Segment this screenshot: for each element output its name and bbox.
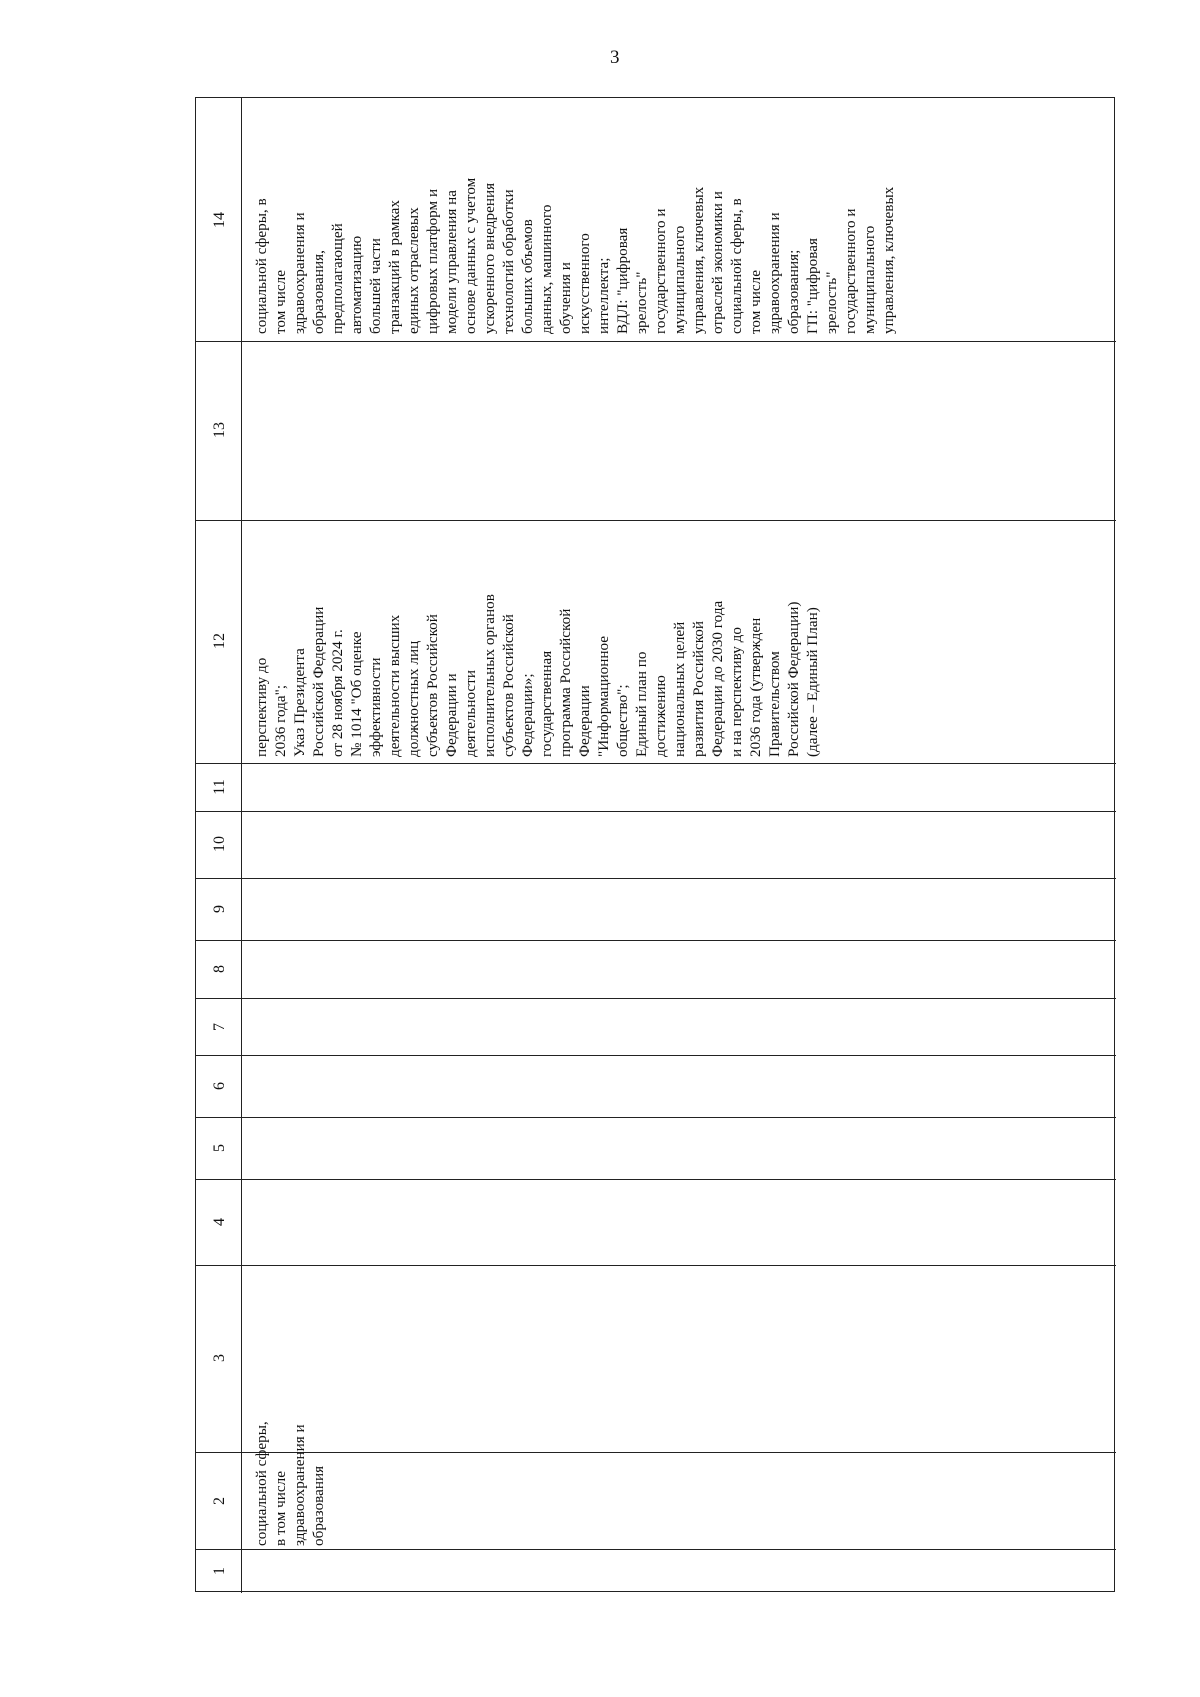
column-number-8: 8 [211, 965, 228, 973]
cell-line: государственного и [842, 208, 859, 334]
cell-line: субъектов Российской [500, 614, 517, 757]
cell-col14-text [252, 178, 898, 334]
cell-line: автоматизацию [348, 235, 365, 334]
cell-line: том числе [747, 270, 764, 334]
cell-line: достижению [652, 675, 669, 757]
column-number-12: 12 [211, 633, 228, 649]
cell-line: управления, ключевых [880, 186, 897, 334]
cell-line: интеллекта; [595, 257, 612, 334]
document-table [195, 97, 1115, 1592]
col-boundary [196, 940, 1116, 941]
cell-line: большей части [367, 238, 384, 334]
cell-line: основе данных с учетом [462, 177, 479, 334]
cell-col12-text [252, 594, 822, 757]
cell-line: и на перспективу до [728, 627, 745, 757]
cell-line: данных, машинного [538, 204, 555, 334]
cell-line: "Информационное [595, 636, 612, 757]
cell-line: муниципального [671, 225, 688, 334]
cell-line: общество"; [614, 684, 631, 757]
column-number-5: 5 [211, 1144, 228, 1152]
cell-line: социальной сферы, в [253, 198, 270, 334]
cell-line: № 1014 "Об оценке [348, 631, 365, 757]
cell-line: модели управления на [443, 190, 460, 334]
cell-line: деятельности высших [386, 614, 403, 757]
cell-line: социальной сферы, [253, 1421, 270, 1546]
cell-col2-text [252, 1421, 328, 1546]
page-number: 3 [610, 47, 620, 68]
cell-line: национальных целей [671, 621, 688, 757]
col-boundary [196, 1452, 1116, 1453]
cell-line: муниципального [861, 225, 878, 334]
cell-line: искусственного [576, 233, 593, 334]
col-boundary [196, 341, 1116, 342]
column-number-9: 9 [211, 905, 228, 913]
column-number-14: 14 [211, 212, 228, 228]
col-boundary [196, 878, 1116, 879]
cell-line: управления, ключевых [690, 186, 707, 334]
cell-line: перспективу до [253, 657, 270, 757]
cell-line: от 28 ноября 2024 г. [329, 629, 346, 757]
cell-line: зрелость" [823, 271, 840, 334]
cell-line: государственного и [652, 208, 669, 334]
cell-line: ВДЛ: "цифровая [614, 227, 631, 334]
cell-line: транзакций в рамках [386, 200, 403, 334]
cell-line: Единый план по [633, 651, 650, 757]
col-boundary [196, 1117, 1116, 1118]
cell-line: образования [310, 1465, 327, 1546]
cell-line: больших объемов [519, 219, 536, 334]
column-number-11: 11 [211, 779, 228, 795]
cell-line: образования; [785, 249, 802, 334]
cell-line: обучения и [557, 262, 574, 334]
cell-line: Федерации и [443, 673, 460, 757]
cell-line: предполагающей [329, 223, 346, 334]
column-number-10: 10 [211, 836, 228, 852]
cell-line: Правительством [766, 651, 783, 757]
cell-line: Федерации [576, 685, 593, 757]
cell-line: здравоохранения и [291, 1424, 308, 1546]
header-separator [241, 98, 242, 1593]
cell-line: здравоохранения и [291, 212, 308, 334]
cell-line: Федерации до 2030 года [709, 600, 726, 757]
cell-line: 2036 года (утвержден [747, 617, 764, 757]
col-boundary [196, 1265, 1116, 1266]
cell-line: технологий обработки [500, 189, 517, 334]
cell-line: цифровых платформ и [424, 188, 441, 334]
cell-line: здравоохранения и [766, 212, 783, 334]
col-boundary [196, 1549, 1116, 1550]
cell-line: исполнительных органов [481, 594, 498, 757]
column-number-7: 7 [211, 1023, 228, 1031]
column-number-6: 6 [211, 1082, 228, 1090]
cell-line: субъектов Российской [424, 614, 441, 757]
cell-line: развития Российской [690, 620, 707, 757]
cell-line: Российской Федерации [310, 606, 327, 757]
column-number-4: 4 [211, 1218, 228, 1226]
column-number-13: 13 [211, 422, 228, 438]
cell-line: социальной сферы, в [728, 198, 745, 334]
col-boundary [196, 1179, 1116, 1180]
cell-line: в том числе [272, 1471, 289, 1546]
cell-line: (далее – Единый План) [804, 607, 821, 757]
cell-line: отраслей экономики и [709, 191, 726, 334]
col-boundary [196, 998, 1116, 999]
col-boundary [196, 811, 1116, 812]
column-number-2: 2 [211, 1497, 228, 1505]
cell-line: эффективности [367, 657, 384, 757]
cell-line: единых отраслевых [405, 207, 422, 334]
col-boundary [196, 763, 1116, 764]
cell-line: ускоренного внедрения [481, 182, 498, 334]
cell-line: деятельности [462, 670, 479, 757]
cell-line: зрелость" [633, 271, 650, 334]
cell-line: программа Российской [557, 608, 574, 757]
cell-line: образования, [310, 250, 327, 334]
cell-line: должностных лиц [405, 640, 422, 757]
cell-line: государственная [538, 650, 555, 757]
col-boundary [196, 520, 1116, 521]
cell-line: ГП: "цифровая [804, 238, 821, 334]
cell-line: Федерации»; [519, 673, 536, 757]
col-boundary [196, 1055, 1116, 1056]
cell-line: Российской Федерации) [785, 601, 802, 757]
cell-line: 2036 года"; [272, 684, 289, 757]
column-number-1: 1 [211, 1567, 228, 1575]
column-number-3: 3 [211, 1354, 228, 1362]
cell-line: том числе [272, 270, 289, 334]
cell-line: Указ Президента [291, 648, 308, 757]
